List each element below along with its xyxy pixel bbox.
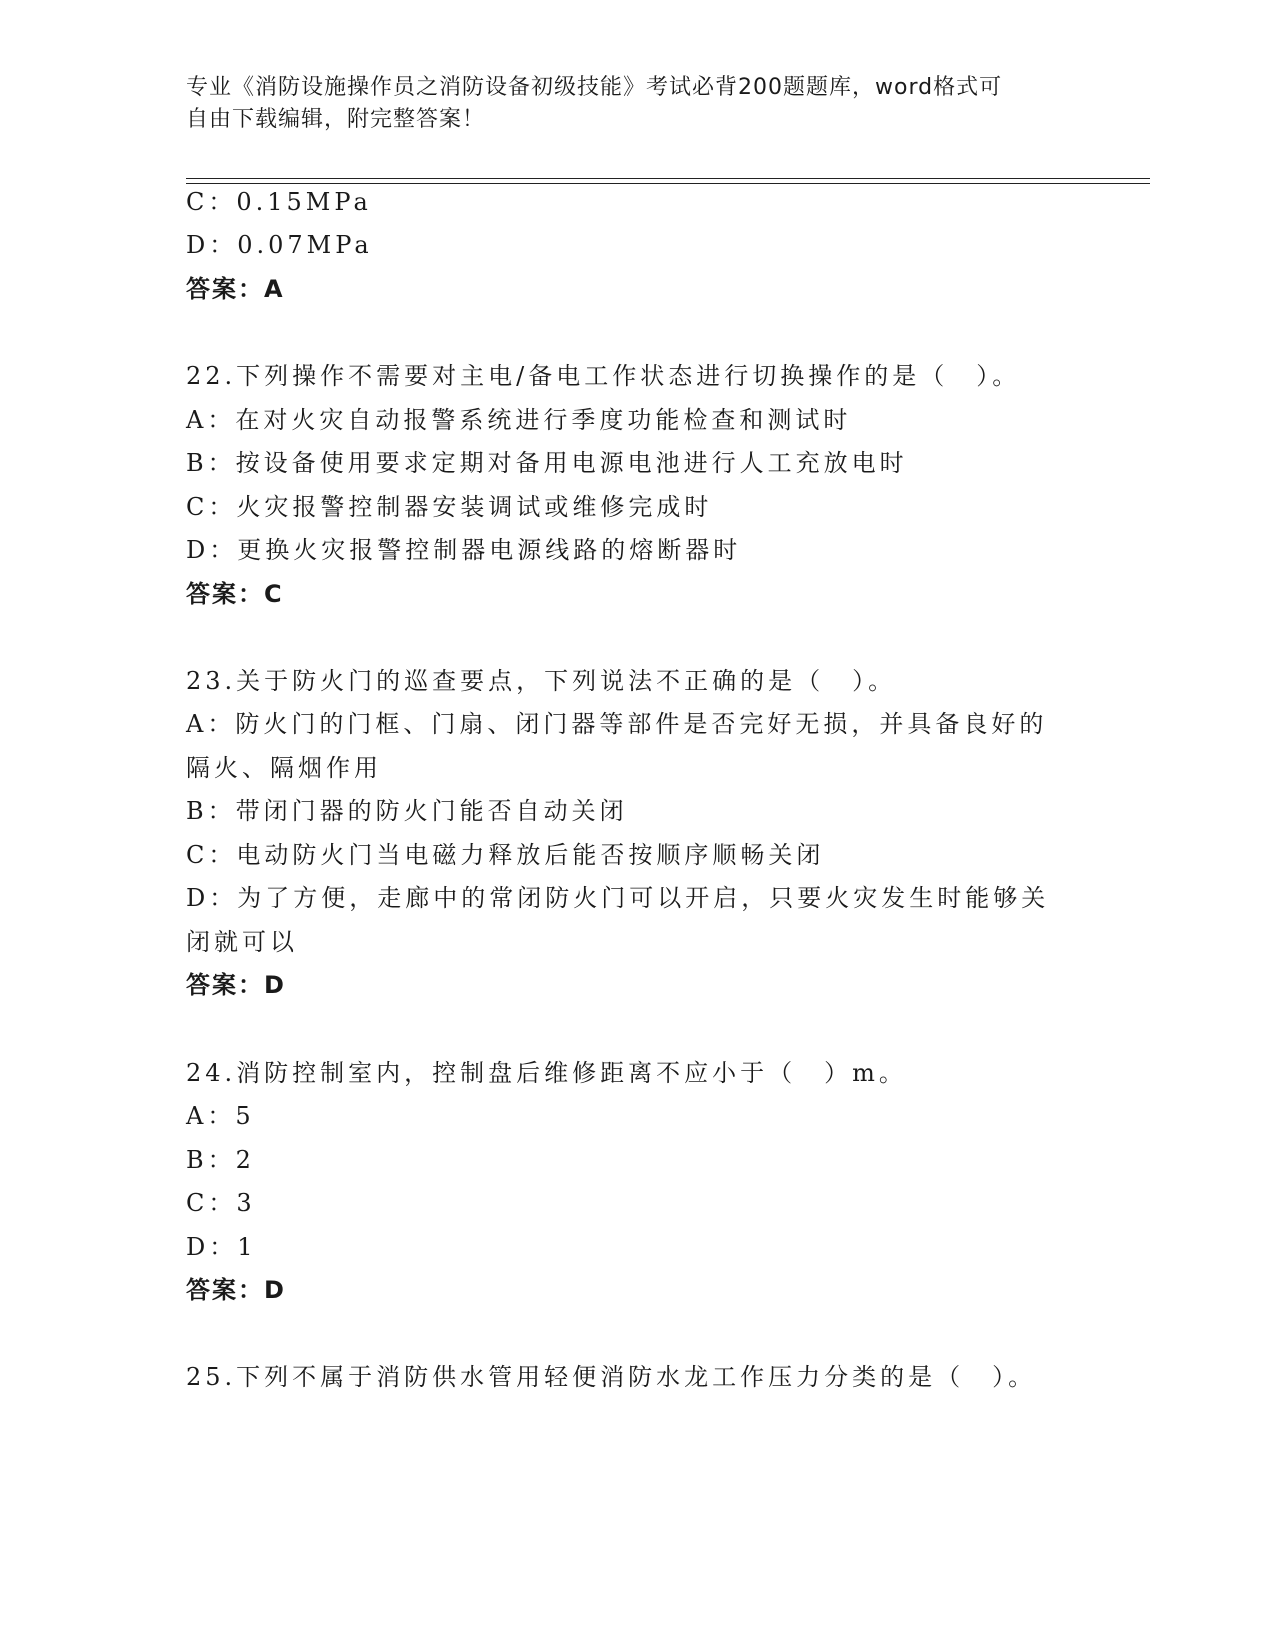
q24-option-c: C：3 [186, 1189, 256, 1217]
q23-option-b: B：带闭门器的防火门能否自动关闭 [186, 797, 628, 825]
q22-stem: 22.下列操作不需要对主电/备电工作状态进行切换操作的是（ ）。 [186, 362, 1021, 390]
q21-option-d: D：0.07MPa [186, 231, 373, 259]
q24-option-a: A：5 [186, 1102, 255, 1130]
header-line-2: 自由下载编辑，附完整答案！ [186, 107, 486, 132]
q22-option-d: D：更换火灾报警控制器电源线路的熔断器时 [186, 536, 742, 564]
q22-option-c: C：火灾报警控制器安装调试或维修完成时 [186, 493, 713, 521]
q24-stem: 24.消防控制室内，控制盘后维修距离不应小于（ ）m。 [186, 1059, 907, 1087]
header-divider [186, 178, 1150, 184]
header-line-1: 专业《消防设施操作员之消防设备初级技能》考试必背200题题库，word格式可 [186, 75, 1003, 100]
q25-stem: 25.下列不属于消防供水管用轻便消防水龙工作压力分类的是（ ）。 [186, 1363, 1037, 1391]
q24-option-b: B：2 [186, 1146, 255, 1174]
page-header [186, 72, 1086, 136]
q23-answer: 答案：D [186, 971, 286, 999]
q22-option-a: A：在对火灾自动报警系统进行季度功能检查和测试时 [186, 406, 852, 434]
q23-option-a-line2: 隔火、隔烟作用 [186, 754, 382, 782]
q22-option-b: B：按设备使用要求定期对备用电源电池进行人工充放电时 [186, 449, 908, 477]
q24-option-d: D：1 [186, 1233, 257, 1261]
q22-answer: 答案：C [186, 580, 284, 608]
q23-option-d-line1: D：为了方便，走廊中的常闭防火门可以开启，只要火灾发生时能够关 [186, 884, 1050, 912]
q23-option-a-line1: A：防火门的门框、门扇、闭门器等部件是否完好无损，并具备良好的 [186, 710, 1048, 738]
q23-option-c: C：电动防火门当电磁力释放后能否按顺序顺畅关闭 [186, 841, 825, 869]
q21-answer: 答案：A [186, 275, 285, 303]
q23-option-d-line2: 闭就可以 [186, 928, 298, 956]
q21-option-c: C：0.15MPa [186, 188, 372, 216]
q23-stem: 23.关于防火门的巡查要点，下列说法不正确的是（ ）。 [186, 667, 897, 695]
q24-answer: 答案：D [186, 1276, 286, 1304]
